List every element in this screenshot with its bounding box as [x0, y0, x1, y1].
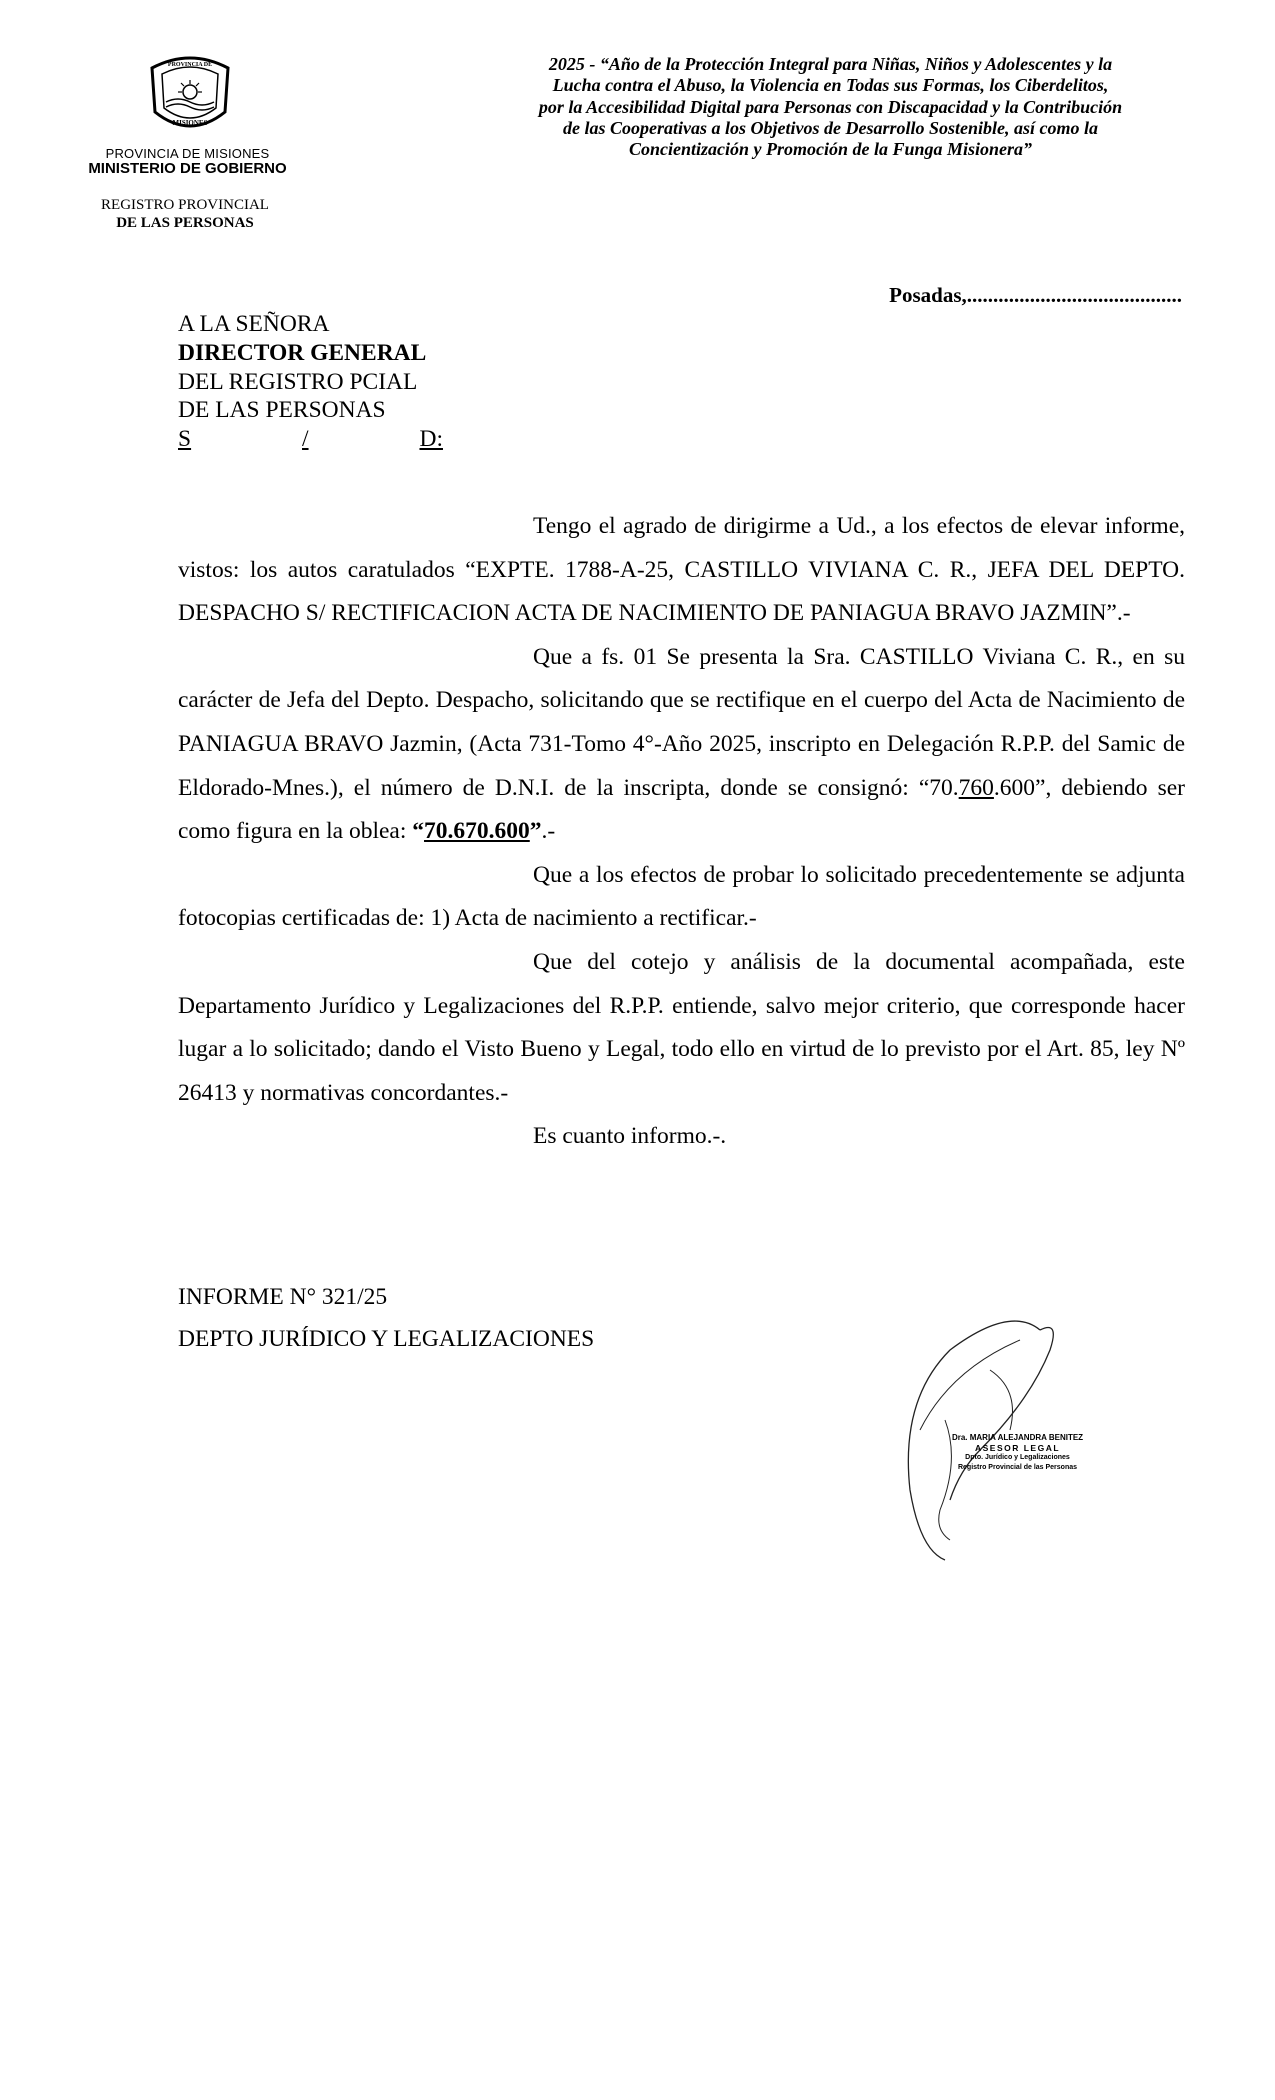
date-line: Posadas,.........................................: [889, 283, 1182, 307]
stamp-organization: Registro Provincial de las Personas: [957, 1464, 1078, 1471]
registry-name-line2: DE LAS PERSONAS: [116, 215, 254, 231]
paragraph-text: .-: [541, 818, 556, 845]
province-name: PROVINCIA DE MISIONES: [105, 146, 270, 161]
registry-name-line1: REGISTRO PROVINCIAL: [101, 197, 269, 213]
motto-line: 2025 - “Año de la Protección Integral para Niñas, Niños y Adolescentes y la: [548, 54, 1113, 74]
sd-line: [178, 425, 443, 454]
body-paragraph: Es cuanto informo.-.: [533, 1123, 727, 1150]
paragraph-text: Que a fs. 01 Se presenta la Sra. CASTILLO Viviana C. R., en su carácter de Jefa del Depto. Despacho, solicitando que se rectifique en el cuerpo del Acta de Nacimiento de PANIAGUA BRAVO Jazmin, (Acta 731-Tomo 4°-Año 2025, inscripto en Delegación R.P.P. del Samic de Eldorado-Mnes.), el número de D.N.I. de la inscripta, donde se consignó: “70.: [178, 643, 1185, 801]
stamp-department: Dpto. Jurídico y Legalizaciones: [965, 1454, 1070, 1461]
wrong-dni-digits: 760: [958, 774, 994, 801]
province-seal-logo: [140, 50, 240, 135]
addressee-title: DIRECTOR GENERAL: [178, 340, 427, 366]
body-paragraph: Que a los efectos de probar lo solicitado precedentemente se adjunta fotocopias certificadas de: 1) Acta de nacimiento a rectificar.-: [178, 861, 1185, 932]
sd-slash: /: [302, 426, 309, 452]
ministry-name: MINISTERIO DE GOBIERNO: [88, 160, 287, 177]
body-paragraph: [178, 636, 1185, 854]
stamp-role: ASESOR LEGAL: [974, 1443, 1061, 1453]
addressee-line: DEL REGISTRO PCIAL: [178, 369, 418, 395]
addressee-line: A LA SEÑORA: [178, 311, 330, 337]
seal-bottom-text: MISIONES: [172, 119, 208, 127]
signature-stamp: [930, 1433, 1105, 1473]
department-name: DEPTO JURÍDICO Y LEGALIZACIONES: [178, 1326, 595, 1352]
addressee-line: DE LAS PERSONAS: [178, 397, 386, 423]
body-paragraph: Tengo el agrado de dirigirme a Ud., a los efectos de elevar informe, vistos: los autos caratulados “EXPTE. 1788-A-25, CASTILLO VIVIANA C. R., JEFA DEL DEPTO. DESPACHO S/ RECTIFICACION ACTA DE NACIMIENTO DE PANIAGUA BRAVO JAZMIN”.-: [178, 513, 1185, 627]
motto-line: Concientización y Promoción de la Funga Misionera”: [628, 139, 1033, 160]
correct-dni: “70.670.600”: [412, 818, 542, 845]
body-paragraph: Que del cotejo y análisis de la documental acompañada, este Departamento Jurídico y Legalizaciones del R.P.P. entiende, salvo mejor criterio, que corresponde hacer lugar a lo solicitado; dando el Visto Bueno y Legal, todo ello en virtud de lo previsto por el Art. 85, ley Nº 26413 y normativas concordantes.-: [178, 948, 1185, 1106]
paragraph-text: .600”, debiendo ser como figura en la oblea:: [178, 774, 1185, 845]
motto-line: por la Accesibilidad Digital para Personas con Discapacidad y la Contribución: [538, 96, 1123, 117]
report-number: INFORME N° 321/25: [178, 1284, 388, 1310]
motto-line: de las Cooperativas a los Objetivos de Desarrollo Sostenible, así como la: [563, 117, 1098, 138]
sd-s: S: [178, 426, 192, 452]
year-motto: [468, 54, 1193, 160]
stamp-name: Dra. MARIA ALEJANDRA BENITEZ: [951, 1433, 1084, 1442]
report-body: [178, 505, 1185, 1159]
seal-top-text: PROVINCIA DE: [167, 62, 213, 68]
sd-d: D:: [419, 426, 443, 452]
motto-line: Lucha contra el Abuso, la Violencia en Todas sus Formas, los Ciberdelitos,: [552, 75, 1109, 96]
